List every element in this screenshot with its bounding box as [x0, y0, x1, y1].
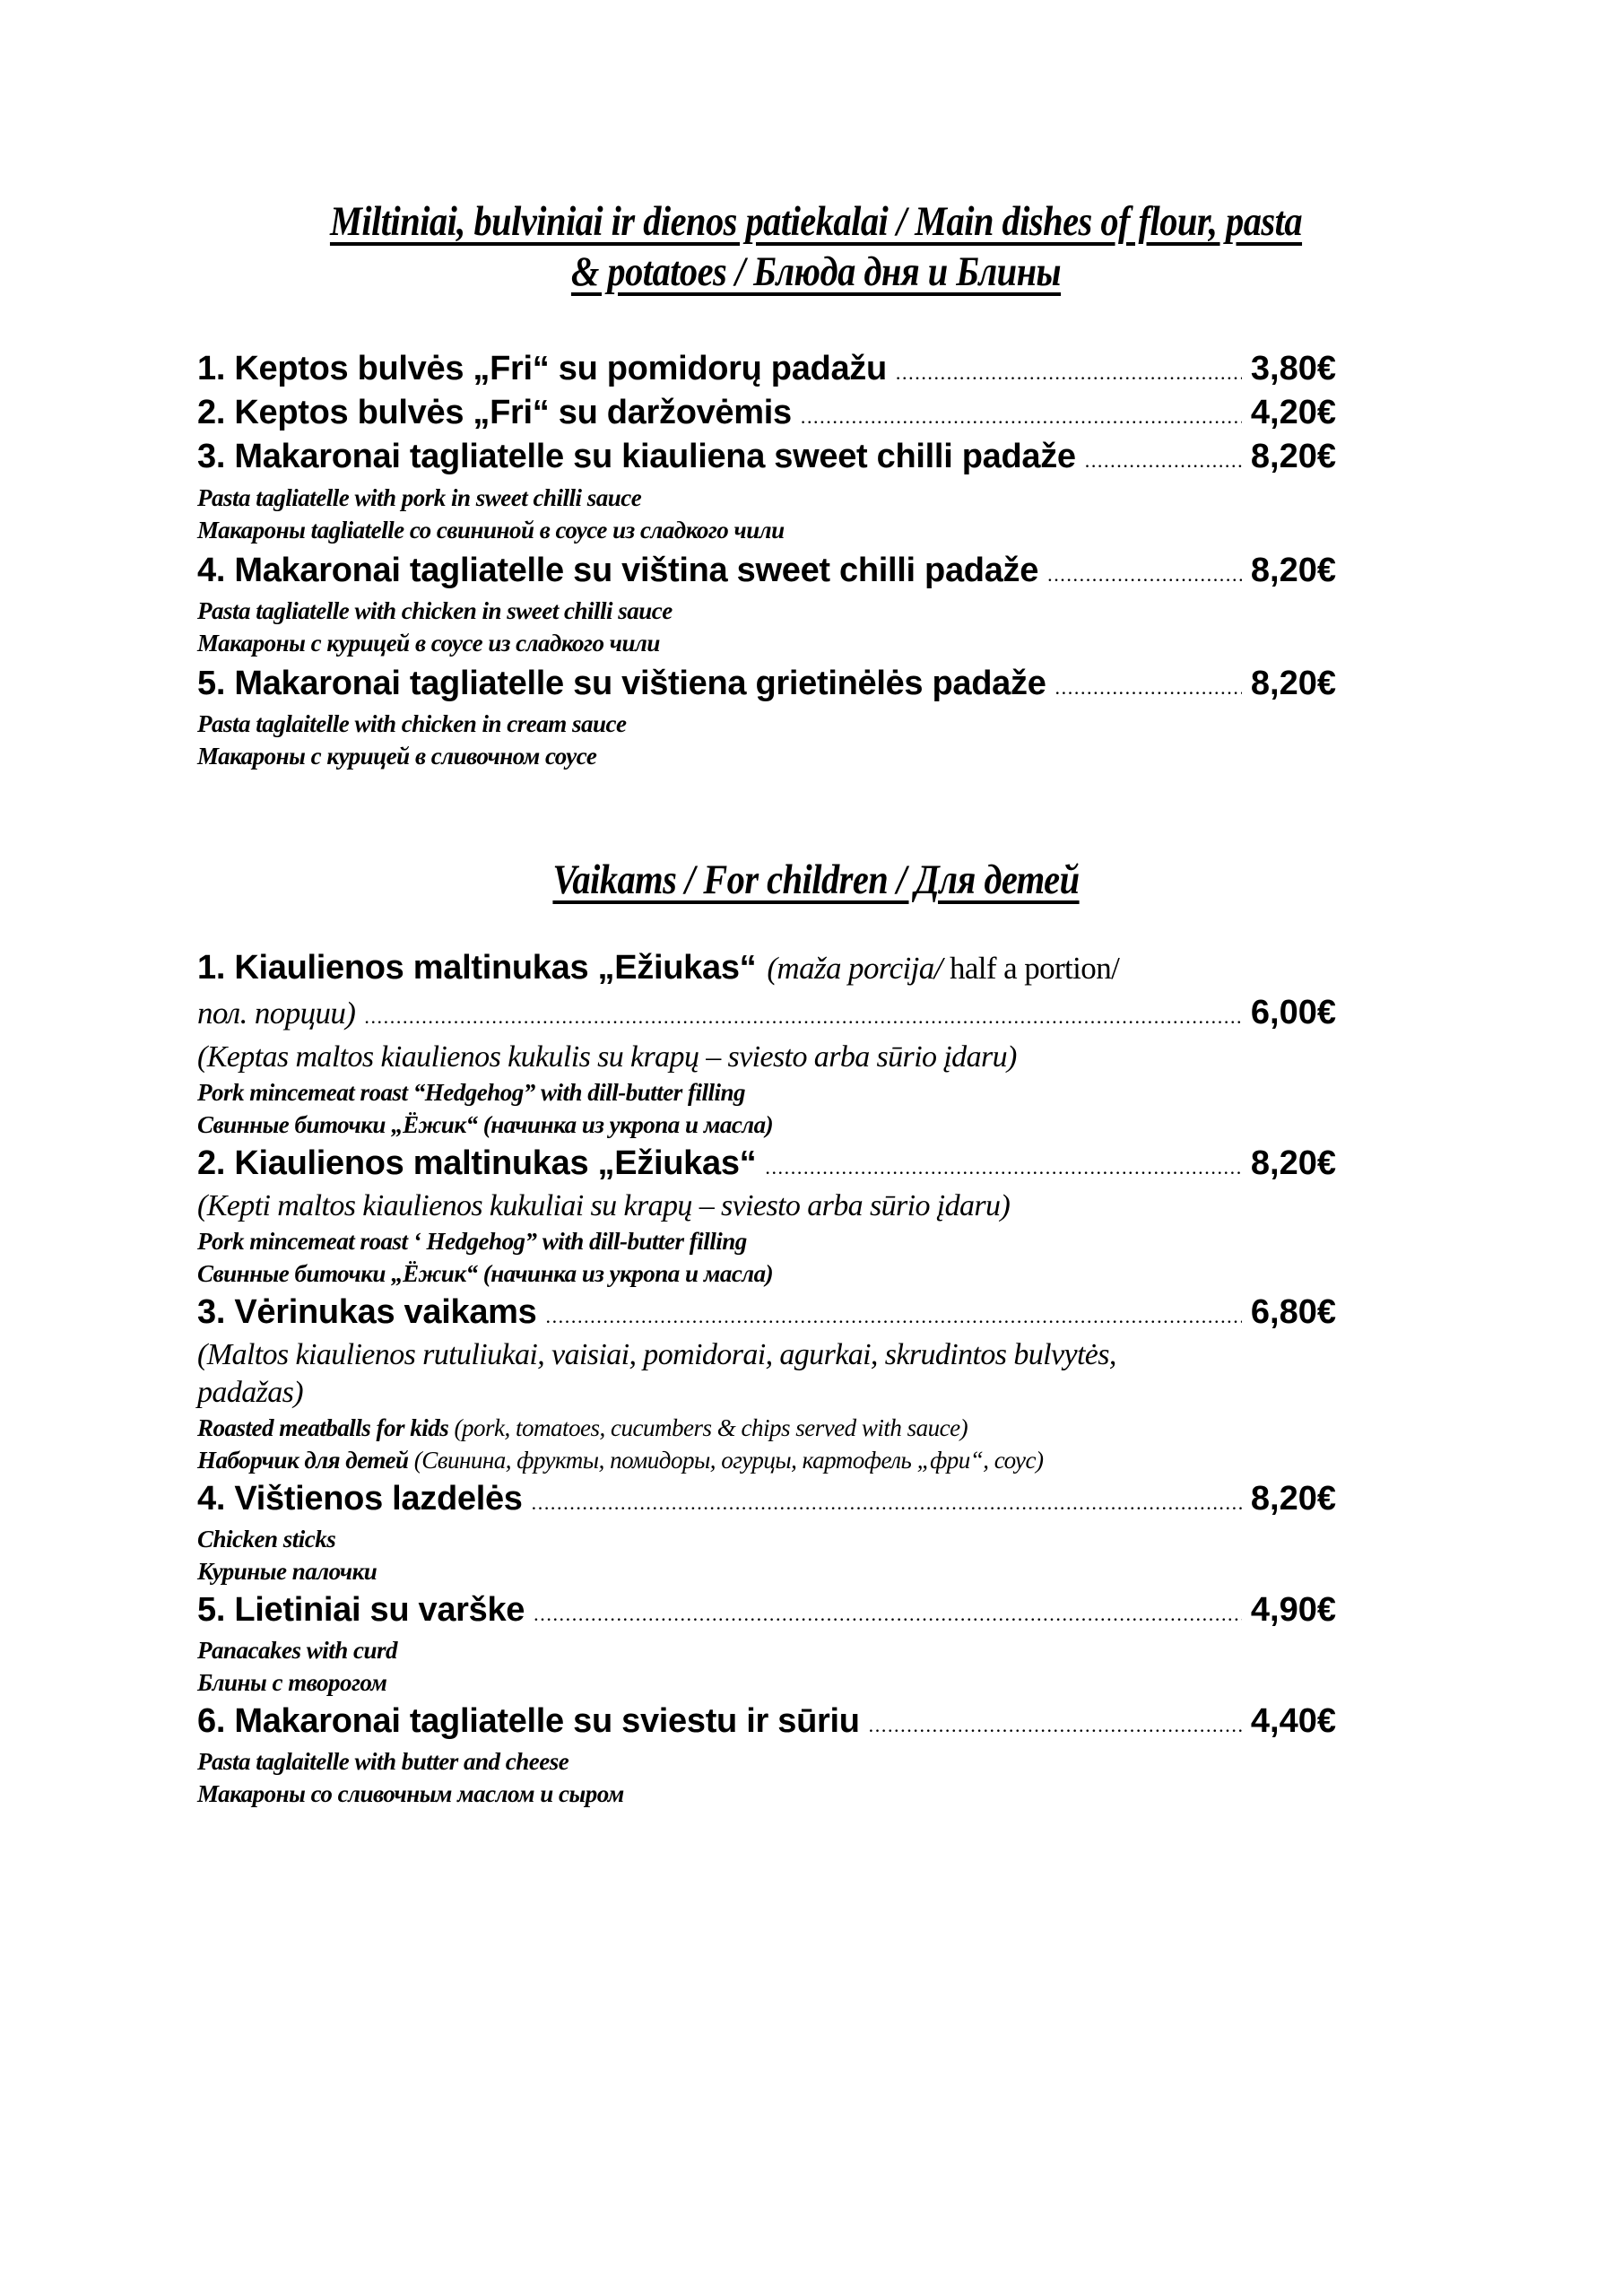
- item-name: 3. Vėrinukas vaikams: [197, 1293, 537, 1331]
- menu-item-line2: [197, 994, 1336, 1039]
- children-menu-list: [197, 949, 1336, 1810]
- section-title-main-dishes: [276, 196, 1356, 248]
- dot-leader: [1085, 449, 1242, 473]
- item-name: 2. Keptos bulvės „Fri“ su daržovėmis: [197, 394, 792, 431]
- item-price: 4,40€: [1250, 1702, 1336, 1740]
- item-description-en: Pasta tagliatelle with chicken in sweet chilli sauce: [197, 597, 673, 624]
- portion-note-lt: (maža porcija/: [767, 951, 942, 986]
- item-description-lt: (Keptas maltos kiaulienos kukulis su krapų – sviesto arba sūrio įdaru): [197, 1040, 1017, 1074]
- dot-leader: [765, 1156, 1242, 1179]
- menu-item: [197, 1702, 1336, 1745]
- item-description-ru: [197, 1444, 1336, 1476]
- item-name: 1. Kiaulienos maltinukas „Ežiukas“: [197, 949, 757, 987]
- dot-leader: [545, 1305, 1241, 1328]
- item-description-lt: (Kepti maltos kiaulienos kukuliai su krapų – sviesto arba sūrio įdaru): [197, 1189, 1011, 1222]
- item-price: 6,00€: [1250, 994, 1336, 1031]
- item-name: 1. Keptos bulvės „Fri“ su pomidorų padažu: [197, 350, 887, 387]
- menu-item: [197, 1480, 1336, 1523]
- dot-leader: [364, 1005, 1242, 1029]
- section-title-children-text: Vaikams / For children / Для детей: [552, 857, 1080, 903]
- item-name: 4. Vištienos lazdelės: [197, 1480, 523, 1518]
- dot-leader: [1055, 676, 1242, 700]
- dot-leader: [801, 405, 1242, 429]
- menu-item: [197, 552, 1336, 595]
- item-description-lt: (Maltos kiaulienos rutuliukai, vaisiai, pomidorai, agurkai, skrudintos bulvytės,: [197, 1338, 1116, 1371]
- item-description-ru: Макароны tagliatelle со свининой в соусе из сладкого чили: [197, 517, 785, 544]
- item-name: 6. Makaronai tagliatelle su sviestu ir sūriu: [197, 1702, 860, 1740]
- dot-leader: [869, 1714, 1242, 1737]
- item-name: 5. Makaronai tagliatelle su vištiena grietinėlės padaže: [197, 665, 1046, 702]
- item-description-lt-cont: padažas): [197, 1376, 303, 1409]
- item-description-en: Pasta taglaitelle with chicken in cream sauce: [197, 710, 627, 737]
- item-name: 2. Kiaulienos maltinukas „Ežiukas“: [197, 1144, 757, 1182]
- item-description-ru: Макароны со сливочным маслом и сыром: [197, 1780, 624, 1807]
- section-title-main-dishes-line2: [276, 246, 1356, 298]
- item-description-ru: Макароны с курицей в соусе из сладкого чили: [197, 630, 660, 657]
- item-description-en: [197, 1412, 1336, 1444]
- menu-item: [197, 1293, 1336, 1336]
- menu-item: [197, 665, 1336, 708]
- item-price: 8,20€: [1250, 1144, 1336, 1182]
- item-price: 6,80€: [1250, 1293, 1336, 1331]
- menu-item: [197, 438, 1336, 482]
- dot-leader: [534, 1603, 1242, 1626]
- item-description-en: Pasta taglaitelle with butter and cheese: [197, 1748, 569, 1775]
- item-price: 8,20€: [1250, 665, 1336, 702]
- item-description-ru: Свинные биточки „Ёжик“ (начинка из укропа и масла): [197, 1260, 774, 1287]
- item-description-en: Pork mincemeat roast ‘ Hedgehog” with dill-butter filling: [197, 1228, 747, 1255]
- menu-item: [197, 350, 1336, 394]
- section-title-line1: Miltiniai, bulviniai ir dienos patiekalai / Main dishes of flour, pasta: [329, 198, 1303, 245]
- item-description-ru: Куриные палочки: [197, 1558, 378, 1585]
- item-price: 3,80€: [1250, 350, 1336, 387]
- item-name: 5. Lietiniai su varške: [197, 1591, 525, 1629]
- item-description-en: Pasta tagliatelle with pork in sweet chilli sauce: [197, 484, 642, 511]
- section-title-line2: & potatoes / Блюда дня и Блины: [570, 248, 1062, 295]
- item-description-en: Pork mincemeat roast “Hedgehog” with dill-butter filling: [197, 1079, 746, 1106]
- item-description-en: Chicken sticks: [197, 1526, 336, 1552]
- ru-rest: (Свинина, фрукты, помидоры, огурцы, картофель „фри“, соус): [408, 1447, 1044, 1474]
- dot-leader: [896, 361, 1242, 385]
- menu-item: [197, 949, 1336, 994]
- item-description-ru: Свинные биточки „Ёжик“ (начинка из укропа и масла): [197, 1111, 774, 1138]
- item-portion-note: [767, 951, 1119, 987]
- menu-item: [197, 394, 1336, 438]
- menu-item: [197, 1144, 1336, 1187]
- item-name: 4. Makaronai tagliatelle su viština sweet chilli padaže: [197, 552, 1039, 589]
- item-price: 8,20€: [1250, 438, 1336, 475]
- menu-item: [197, 1591, 1336, 1634]
- item-price: 4,20€: [1250, 394, 1336, 431]
- en-rest: (pork, tomatoes, cucumbers & chips served with sauce): [448, 1414, 968, 1441]
- item-price: 8,20€: [1250, 1480, 1336, 1518]
- item-description-ru: Блины с творогом: [197, 1669, 387, 1696]
- portion-note-ru: пол. порции): [197, 996, 356, 1031]
- dot-leader: [1047, 563, 1242, 587]
- section-title-children: [276, 854, 1356, 906]
- item-price: 4,90€: [1250, 1591, 1336, 1629]
- item-price: 8,20€: [1250, 552, 1336, 589]
- dot-leader: [532, 1492, 1242, 1515]
- ru-bold: Наборчик для детей: [197, 1447, 409, 1474]
- portion-note-en: half a portion/: [942, 951, 1120, 986]
- item-description-en: Panacakes with curd: [197, 1637, 398, 1664]
- en-bold: Roasted meatballs for kids: [197, 1414, 449, 1441]
- main-dishes-list: [197, 350, 1336, 772]
- item-description-ru: Макароны с курицей в сливочном соусе: [197, 743, 597, 770]
- item-name: 3. Makaronai tagliatelle su kiauliena sweet chilli padaže: [197, 438, 1076, 475]
